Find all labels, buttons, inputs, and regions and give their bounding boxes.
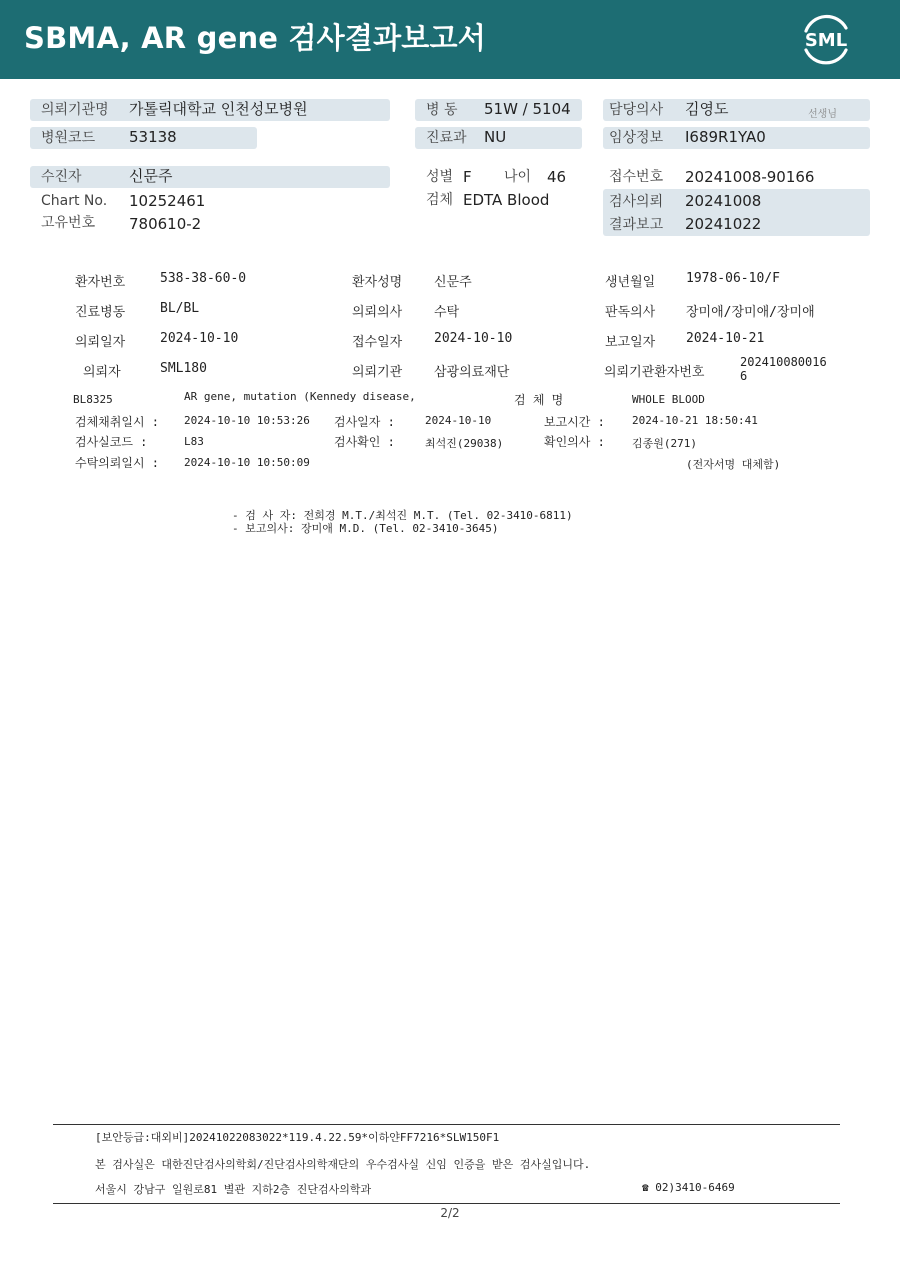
age-value: 46 [547,168,567,186]
certification-line: 본 검사실은 대한진단검사의학회/진단검사의학재단의 우수검사실 신임 인증을 받은 검사실입니다. [95,1158,591,1171]
report-time-label: 보고시간 : [544,415,605,429]
patient-label: 수진자 [41,169,82,185]
inst-patient-no-value-line1: 202410080016 [740,355,827,369]
requester-label: 의뢰자 [83,365,121,380]
footer-bottom-rule [53,1203,840,1204]
test-confirm-label: 검사확인 : [334,435,395,449]
test-date-value: 2024-10-10 [425,414,492,427]
receive-date-label: 접수일자 [352,335,403,350]
patient-no-label: 환자번호 [75,275,126,290]
lab-code-value: L83 [184,435,204,448]
unique-id-label: 고유번호 [41,215,96,231]
request-date-value: 2024-10-10 [160,331,239,346]
report-time-value: 2024-10-21 18:50:41 [632,414,758,427]
patient-name-label: 환자성명 [352,275,403,290]
test-name: AR gene, mutation (Kennedy disease, [184,390,416,403]
institution-value: 가톨릭대학교 인천성모병원 [129,100,308,118]
report-ward-value: BL/BL [160,301,200,316]
collect-time-label: 검체채취일시 : [75,415,160,429]
birth-label: 생년월일 [605,275,656,290]
security-line: [보안등급:대외비]20241022083022*119.4.22.59*이하얀FF7216*SLW150F1 [95,1131,500,1144]
inst-patient-no-label: 의뢰기관환자번호 [604,365,705,380]
department-label: 진료과 [426,130,467,146]
unique-id-value: 780610-2 [129,215,202,233]
confirm-doctor-value: 김종원(271) [632,437,697,450]
report-title: SBMA, AR gene 검사결과보고서 [24,21,486,55]
doctor-label: 담당의사 [609,102,664,118]
requester-value: SML180 [160,361,207,376]
chart-no-label: Chart No. [41,193,108,209]
sex-value: F [463,168,472,186]
page-number: 2/2 [440,1206,460,1220]
clinical-info-label: 임상정보 [609,130,664,146]
ward-value: 51W / 5104 [484,100,571,118]
reading-doctor-value: 장미애/장미애/장미애 [686,305,815,320]
request-date-label: 의뢰일자 [75,335,126,350]
institution-label: 의뢰기관명 [41,102,109,118]
birth-value: 1978-06-10/F [686,271,780,286]
test-code: BL8325 [73,393,113,406]
req-inst-value: 삼광의료재단 [434,365,510,380]
address-line: 서울시 강남구 일원로81 별관 지하2층 진단검사의학과 [95,1183,372,1196]
report-ward-label: 진료병동 [75,305,126,320]
footer-top-rule [53,1124,840,1125]
reporter-line: - 보고의사: 장미애 M.D. (Tel. 02-3410-3645) [232,522,499,535]
result-report-value: 20241022 [685,215,762,233]
specimen-name-label: 검 체 명 [514,393,564,407]
patient-no-value: 538-38-60-0 [160,271,247,286]
test-request-label: 검사의뢰 [609,194,664,210]
result-report-label: 결과보고 [609,217,664,233]
esign-note: (전자서명 대체함) [686,458,781,471]
report-date-label: 보고일자 [605,335,656,350]
patient-row-bg [30,166,390,188]
req-inst-label: 의뢰기관 [352,365,403,380]
report-header [0,0,900,79]
doctor-honorific: 선생님 [808,109,837,120]
clinical-info-value: I689R1YA0 [685,128,766,146]
age-label: 나이 [504,169,532,185]
report-date-value: 2024-10-21 [686,331,765,346]
test-confirm-value: 최석진(29038) [425,437,504,450]
receipt-no-value: 20241008-90166 [685,168,815,186]
reading-doctor-label: 판독의사 [605,305,656,320]
patient-value: 신문주 [129,167,173,185]
phone-line: ☎ 02)3410-6469 [642,1181,735,1194]
specimen-label: 검체 [426,192,454,208]
doctor-value: 김영도 [685,100,729,118]
receipt-no-label: 접수번호 [609,169,664,185]
consign-time-value: 2024-10-10 10:50:09 [184,456,310,469]
req-doctor-value: 수탁 [434,305,460,320]
req-doctor-label: 의뢰의사 [352,305,403,320]
chart-no-value: 10252461 [129,192,206,210]
collect-time-value: 2024-10-10 10:53:26 [184,414,310,427]
confirm-doctor-label: 확인의사 : [544,435,605,449]
specimen-name-value: WHOLE BLOOD [632,393,705,406]
hospital-code-value: 53138 [129,128,177,146]
specimen-value: EDTA Blood [463,191,550,209]
sml-logo [798,12,854,66]
logo-text: SML [804,30,848,51]
department-value: NU [484,128,507,146]
hospital-code-label: 병원코드 [41,130,96,146]
patient-name-value: 신문주 [434,275,472,290]
sex-label: 성별 [426,169,454,185]
test-request-value: 20241008 [685,192,762,210]
lab-code-label: 검사실코드 : [75,435,148,449]
test-date-label: 검사일자 : [334,415,395,429]
consign-time-label: 수탁의뢰일시 : [75,456,160,470]
tester-line: - 검 사 자: 전희경 M.T./최석진 M.T. (Tel. 02-3410-6811) [232,509,573,522]
receive-date-value: 2024-10-10 [434,331,513,346]
inst-patient-no-value-line2: 6 [740,369,748,383]
ward-label: 병 동 [426,102,458,118]
